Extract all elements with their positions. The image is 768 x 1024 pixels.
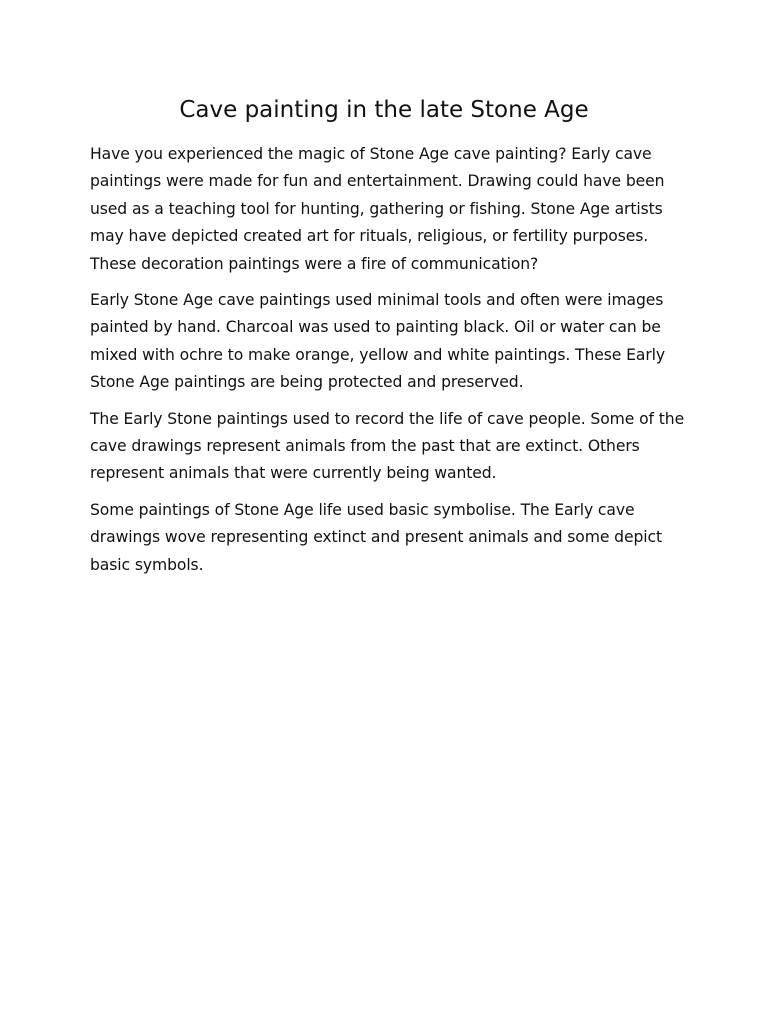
paragraph-1: Have you experienced the magic of Stone Age cave painting? Early cave paintings were made for fun and entertainment. Drawing could have been used as a teaching tool for hunting, gathering or fishing. Stone Age artists may have depicted created art for rituals, religious, or fertility purposes. These decoration paintings were a fire of communication? (90, 145, 665, 273)
document-title: Cave painting in the late Stone Age (179, 97, 589, 123)
paragraph-4: Some paintings of Stone Age life used basic symbolise. The Early cave drawings wove representing extinct and present animals and some depict basic symbols. (90, 500, 662, 574)
paragraph-3: The Early Stone paintings used to record the life of cave people. Some of the cave drawings represent animals from the past that are extinct. Others represent animals that were currently being wanted. (90, 409, 685, 483)
document-body (90, 141, 685, 588)
paragraph-2: Early Stone Age cave paintings used minimal tools and often were images painted by hand. Charcoal was used to painting black. Oil or water can be mixed with ochre to make orange, yellow and white paintings. These Early Stone Age paintings are being protected and preserved. (90, 291, 666, 392)
